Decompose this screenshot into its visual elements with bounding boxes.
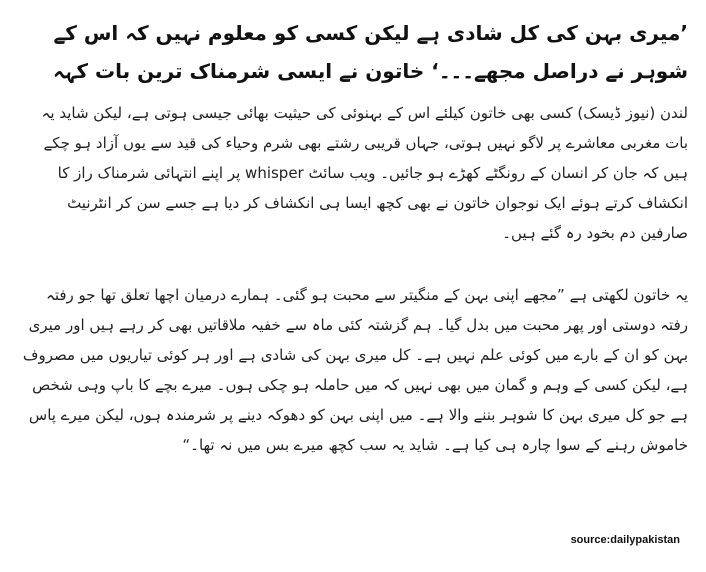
article-paragraph-intro: لندن (نیوز ڈیسک) کسی بھی خاتون کیلئے اس کے بہنوئی کی حیثیت بھائی جیسی ہوتی ہے، لیکن شاید یہ بات مغربی معاشرے پر لاگو نہیں ہوتی، جہاں قریبی رشتے بھی شرم وحیاء کی قید سے یوں آزاد ہو چکے ہیں کہ جان کر انسان کے رونگٹے کھڑے ہو جائیں۔ ویب سائٹ whisper پر اپنے انتہائی شرمناک راز کا انکشاف کرتے ہوئے ایک نوجوان خاتون نے بھی کچھ ایسا ہی انکشاف کر دیا ہے جسے سن کر انٹرنیٹ صارفین دم بخود رہ گئے ہیں۔ bbox=[41, 104, 688, 242]
article bbox=[18, 14, 688, 490]
article-headline: ’میری بہن کی کل شادی ہے لیکن کسی کو معلوم نہیں کہ اس کے شوہر نے دراصل مجھے۔۔۔‘ خاتون نے ایسی شرمناک ترین بات کہہ bbox=[52, 21, 688, 83]
source-credit: source:dailypakistan bbox=[570, 534, 680, 546]
article-paragraph-quote: یہ خاتون لکھتی ہے ”مجھے اپنی بہن کے منگیتر سے محبت ہو گئی۔ ہمارے درمیان اچھا تعلق تھا جو رفتہ رفتہ دوستی اور پھر محبت میں بدل گیا۔ ہم گزشتہ کئی ماہ سے خفیہ ملاقاتیں بھی کر رہے ہیں اور میری بہن کو ان کے بارے میں کوئی علم نہیں ہے۔ کل میری بہن کی شادی ہے اور ہر کوئی تیاریوں میں مصروف ہے، لیکن کسی کے وہم و گمان میں بھی نہیں کہ میں حاملہ ہو چکی ہوں۔ میرے بچے کا باپ وہی شخص ہے جو کل میری بہن کا شوہر بننے والا ہے۔ میں اپنی بہن کو دھوکہ دینے پر شرمندہ ہوں، لیکن میرے پاس خاموش رہنے کے سوا چارہ ہی کیا ہے۔ شاید یہ سب کچھ میرے بس میں نہ تھا۔“ bbox=[22, 286, 688, 454]
